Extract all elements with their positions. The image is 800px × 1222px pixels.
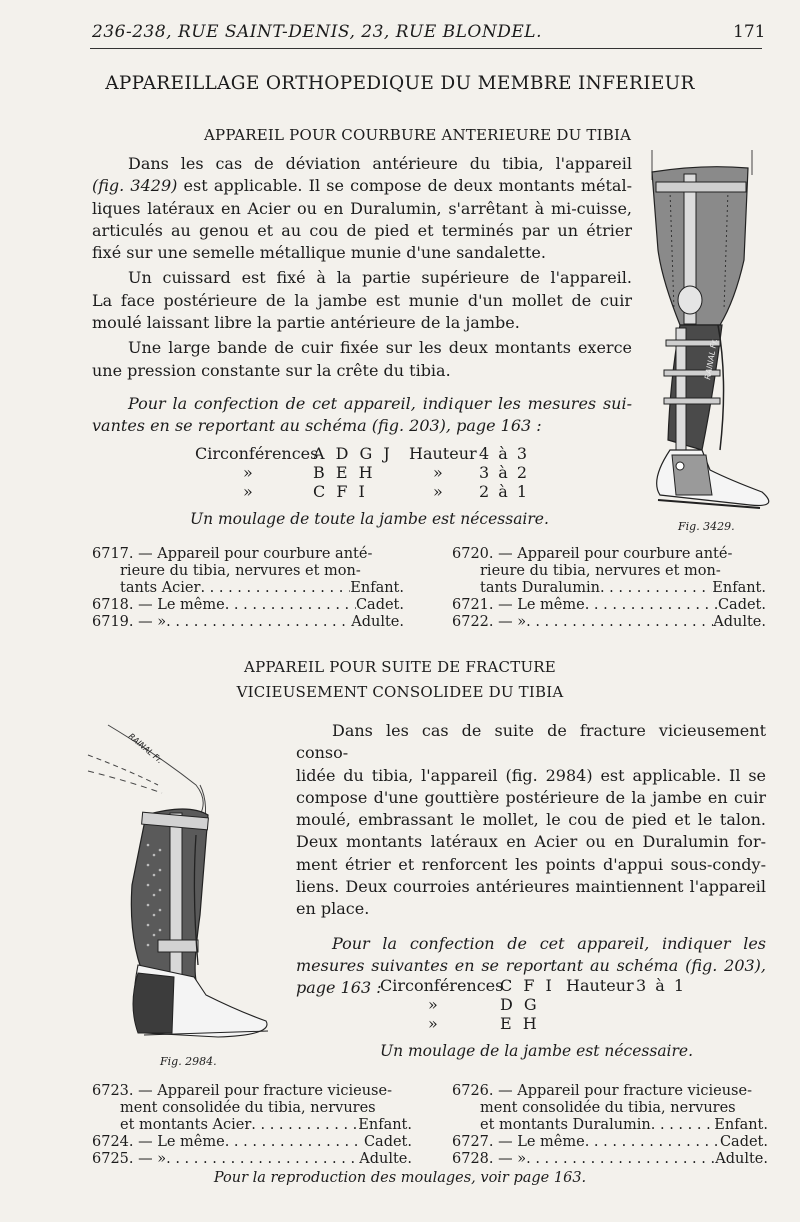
figure-signature: RAINAL Fr. — [703, 337, 720, 381]
page-footer-note: Pour la reproduction des moulages, voir page 163. — [213, 1170, 587, 1186]
catalog-entry-line: 6722. — » . . . Adulte. — [452, 614, 766, 631]
section1-instruction-line1: Pour la confection de cet appareil, indiquer les mesures sui- — [128, 393, 632, 413]
catalog-entry-line: 6728. — » . . . Adulte. — [452, 1151, 768, 1168]
section1-para1-line3: liques latéraux en Acier ou en Duralumin, s'arrêtant à mi-cuisse, — [92, 198, 632, 218]
section1-para2-line3: moulé laissant libre la partie antérieure de la jambe. — [92, 313, 520, 333]
section2-catalog-left — [92, 1083, 412, 1168]
section2-instruction-line: page 163 : — [296, 978, 382, 998]
catalog-entry-line: rieure du tibia, nervures et mon- — [480, 563, 721, 579]
measure-row: » E H — [428, 1014, 540, 1033]
section1-para1-line5: fixé sur une semelle métallique munie d'une sandalette. — [92, 243, 546, 263]
section1-body — [92, 153, 632, 438]
page-number: 171 — [733, 22, 766, 42]
figure-caption-2984: Fig. 2984. — [160, 1055, 217, 1068]
catalog-entry-line: 6726. — Appareil pour fracture vicieuse- — [452, 1083, 752, 1099]
section1-para3-line2: une pression constante sur la crête du tibia. — [92, 360, 451, 380]
section2-para-line: lidée du tibia, l'appareil (fig. 2984) est applicable. Il se — [296, 765, 766, 785]
section2-para-line: Deux montants latéraux en Acier ou en Duralumin for- — [296, 832, 766, 852]
section2-body — [296, 720, 766, 1000]
catalog-entry-line: tants Duralumin . . . Enfant. — [452, 580, 766, 597]
catalog-entry-line: 6725. — » . . . Adulte. — [92, 1151, 412, 1168]
catalog-entry-line: 6717. — Appareil pour courbure anté- — [92, 546, 373, 562]
measure-row: » C F I » 2 à 1 — [243, 482, 530, 501]
catalog-entry-line: 6721. — Le même . . . Cadet. — [452, 597, 766, 614]
leg-brace-illustration — [640, 150, 790, 530]
section2-para-line: moulé, embrassant le mollet, le cou de pied et le talon. — [296, 810, 766, 830]
section2-para-line: liens. Deux courroies antérieures maintiennent l'appareil — [296, 877, 766, 897]
section2-para-line: ment étrier et renforcent les points d'appui sous-condy- — [296, 854, 766, 874]
section1-para2-line2: La face postérieure de la jambe est munie d'un mollet de cuir — [92, 290, 632, 310]
section1-measures — [195, 444, 625, 501]
figure-signature: RAINAL Fr. — [126, 731, 165, 766]
catalog-entry-line: ment consolidée du tibia, nervures — [120, 1100, 376, 1116]
header-rule — [90, 48, 762, 49]
section2-measures — [380, 976, 700, 1033]
figure-caption-3429: Fig. 3429. — [678, 520, 735, 533]
section2-instruction-line: Pour la confection de cet appareil, indiquer les — [332, 933, 766, 953]
section1-catalog-right — [452, 546, 766, 631]
section1-moulage-note: Un moulage de toute la jambe est nécessaire. — [190, 510, 549, 528]
fracture-brace-illustration — [88, 715, 288, 1045]
catalog-entry-line: rieure du tibia, nervures et mon- — [120, 563, 361, 579]
section1-instruction-line2: vantes en se reportant au schéma (fig. 203), page 163 : — [92, 416, 542, 436]
catalog-entry-line: et montants Acier . . . Enfant. — [92, 1117, 412, 1134]
measure-row: » B E H » 3 à 2 — [243, 463, 530, 482]
section2-instruction-line: mesures suivantes en se reportant au schéma (fig. 203), — [296, 955, 766, 975]
measure-row: Circonférences A D G J Hauteur 4 à 3 — [195, 444, 530, 463]
section1-para3-line1: Une large bande de cuir fixée sur les deux montants exerce — [128, 338, 632, 358]
section1-para1-line2: (fig. 3429) est applicable. Il se compose de deux montants métal- — [92, 176, 632, 196]
catalog-entry-line: 6723. — Appareil pour fracture vicieuse- — [92, 1083, 392, 1099]
running-header: 236-238, RUE SAINT-DENIS, 23, RUE BLONDEL. — [92, 22, 542, 42]
measure-row: » D G — [428, 995, 540, 1014]
catalog-entry-line: 6724. — Le même . . . Cadet. — [92, 1134, 412, 1151]
measure-row: Circonférences C F I Hauteur 3 à 1 — [380, 976, 687, 995]
section2-heading-line2: VICIEUSEMENT CONSOLIDEE DU TIBIA — [236, 683, 564, 701]
section2-para-line: Dans les cas de suite de fracture vicieusement conso- — [296, 721, 766, 763]
section2-heading-line1: APPAREIL POUR SUITE DE FRACTURE — [244, 658, 556, 676]
section1-catalog-left — [92, 546, 404, 631]
catalog-entry-line: 6718. — Le même . . . Cadet. — [92, 597, 404, 614]
catalog-entry-line: ment consolidée du tibia, nervures — [480, 1100, 736, 1116]
section2-moulage-note: Un moulage de la jambe est nécessaire. — [380, 1042, 694, 1060]
catalog-entry-line: 6720. — Appareil pour courbure anté- — [452, 546, 733, 562]
section1-para2-line1: Un cuissard est fixé à la partie supérieure de l'appareil. — [128, 268, 632, 288]
section2-catalog-right — [452, 1083, 768, 1168]
section2-para-line: compose d'une gouttière postérieure de la jambe en cuir — [296, 787, 766, 807]
catalog-entry-line: 6727. — Le même . . . Cadet. — [452, 1134, 768, 1151]
section2-para-line: en place. — [296, 899, 370, 919]
page-title: APPAREILLAGE ORTHOPEDIQUE DU MEMBRE INFERIEUR — [105, 73, 695, 94]
catalog-entry-line: tants Acier . . . Enfant. — [92, 580, 404, 597]
catalog-entry-line: 6719. — » . . . Adulte. — [92, 614, 404, 631]
catalog-entry-line: et montants Duralumin . . . Enfant. — [452, 1117, 768, 1134]
section1-para1-line4: articulés au genou et au cou de pied et terminés par un étrier — [92, 220, 632, 240]
section1-heading: APPAREIL POUR COURBURE ANTERIEURE DU TIBIA — [204, 126, 632, 144]
section1-para1-line1: Dans les cas de déviation antérieure du tibia, l'appareil — [128, 154, 632, 173]
